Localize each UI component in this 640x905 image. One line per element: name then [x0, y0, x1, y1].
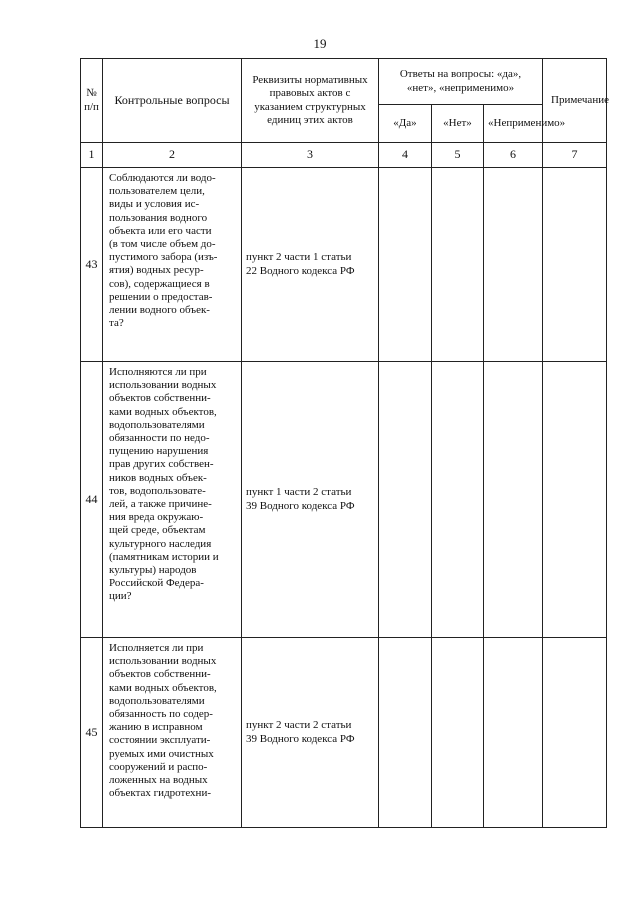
requisite-line: пункт 2 части 1 статьи [246, 251, 352, 264]
question-line: пущению нарушения [109, 445, 209, 458]
question-line: ции? [109, 590, 132, 603]
question-line: лении водного объек- [109, 304, 210, 317]
question-line: ками водных объектов, [109, 681, 217, 694]
requisites-cell [242, 168, 379, 362]
answer-no-cell[interactable] [432, 638, 484, 828]
note-cell[interactable] [543, 638, 607, 828]
question-line: объектов собственни- [109, 668, 211, 681]
table-row [81, 362, 607, 638]
question-line: использовании водных [109, 655, 217, 668]
header-note: Примечание [543, 59, 607, 143]
header-no: «Нет» [432, 105, 484, 143]
answer-not-applicable-cell[interactable] [484, 638, 543, 828]
question-line: состоянии эксплуати- [109, 734, 211, 747]
answer-yes-cell[interactable] [379, 638, 432, 828]
requisite-line: 39 Водного кодекса РФ [246, 499, 355, 512]
question-cell [103, 362, 242, 638]
question-line: объектов собственни- [109, 392, 211, 405]
question-line: та? [109, 317, 124, 330]
question-line: культуры) народов [109, 564, 197, 577]
answer-no-cell[interactable] [432, 362, 484, 638]
table-row [81, 638, 607, 828]
answer-not-applicable-cell[interactable] [484, 168, 543, 362]
question-line: ников водных объек- [109, 471, 207, 484]
question-line: (памятникам истории и [109, 550, 219, 563]
question-line: виды и условия ис- [109, 198, 200, 211]
column-number: 1 [81, 143, 103, 168]
header-requisites: Реквизиты нормативных правовых актов с указанием структурных единиц этих актов [242, 59, 379, 143]
question-line: использовании водных [109, 379, 217, 392]
question-line: ложенных на водных [109, 774, 208, 787]
header-not-applicable: «Неприменимо» [484, 105, 543, 143]
header-questions: Контрольные вопросы [103, 59, 242, 143]
question-line: обязанности по недо- [109, 432, 210, 445]
question-line: Соблюдаются ли водо- [109, 172, 216, 184]
question-line: водопользователями [109, 694, 205, 707]
question-line: (в том числе объем до- [109, 238, 216, 251]
question-line: Исполняется ли при [109, 642, 204, 654]
control-questions-table [80, 58, 607, 828]
table-row [81, 168, 607, 362]
question-cell [103, 168, 242, 362]
page-number: 19 [313, 36, 327, 51]
question-line: решении о предостав- [109, 290, 213, 303]
column-numbers-row [81, 143, 607, 168]
answer-yes-cell[interactable] [379, 362, 432, 638]
column-number: 2 [103, 143, 242, 168]
question-line: руемых ими очистных [109, 747, 214, 760]
question-line: объектах гидротехни- [109, 787, 211, 800]
question-line: жанию в исправном [109, 721, 203, 734]
requisites-cell [242, 362, 379, 638]
question-line: водопользователями [109, 418, 205, 431]
question-line: объекта или его части [109, 224, 212, 237]
requisite-line: 39 Водного кодекса РФ [246, 732, 355, 745]
note-cell[interactable] [543, 362, 607, 638]
column-number: 5 [432, 143, 484, 168]
question-line: культурного наследия [109, 537, 212, 550]
row-number: 43 [81, 168, 103, 362]
question-line: Исполняются ли при [109, 366, 207, 378]
header-number: № п/п [81, 59, 103, 143]
question-line: сов), содержащиеся в [109, 277, 210, 290]
question-line: Российской Федера- [109, 577, 204, 590]
question-line: ками водных объектов, [109, 405, 217, 418]
header-answers: Ответы на вопросы: «да», «нет», «неприменимо» [379, 59, 543, 105]
requisite-line: пункт 1 части 2 статьи [246, 486, 352, 499]
question-line: лей, а также причине- [109, 498, 212, 511]
requisites-cell [242, 638, 379, 828]
requisite-line: пункт 2 части 2 статьи [246, 719, 352, 732]
question-line: щей среде, объектам [109, 524, 206, 537]
question-line: ния вреда окружаю- [109, 511, 204, 524]
header-yes: «Да» [379, 105, 432, 143]
question-line: тов, водопользовате- [109, 484, 206, 497]
column-number: 4 [379, 143, 432, 168]
note-cell[interactable] [543, 168, 607, 362]
question-cell [103, 638, 242, 828]
column-number: 3 [242, 143, 379, 168]
answer-no-cell[interactable] [432, 168, 484, 362]
row-number: 44 [81, 362, 103, 638]
question-line: пользования водного [109, 211, 208, 224]
answer-yes-cell[interactable] [379, 168, 432, 362]
question-line: обязанность по содер- [109, 708, 213, 721]
row-number: 45 [81, 638, 103, 828]
question-line: прав других собствен- [109, 458, 214, 471]
column-number: 7 [543, 143, 607, 168]
question-line: пользователем цели, [109, 185, 205, 198]
question-line: ятия) водных ресур- [109, 264, 204, 277]
answer-not-applicable-cell[interactable] [484, 362, 543, 638]
column-number: 6 [484, 143, 543, 168]
requisite-line: 22 Водного кодекса РФ [246, 264, 355, 277]
question-line: пустимого забора (изъ- [109, 251, 218, 264]
question-line: сооружений и распо- [109, 760, 208, 773]
